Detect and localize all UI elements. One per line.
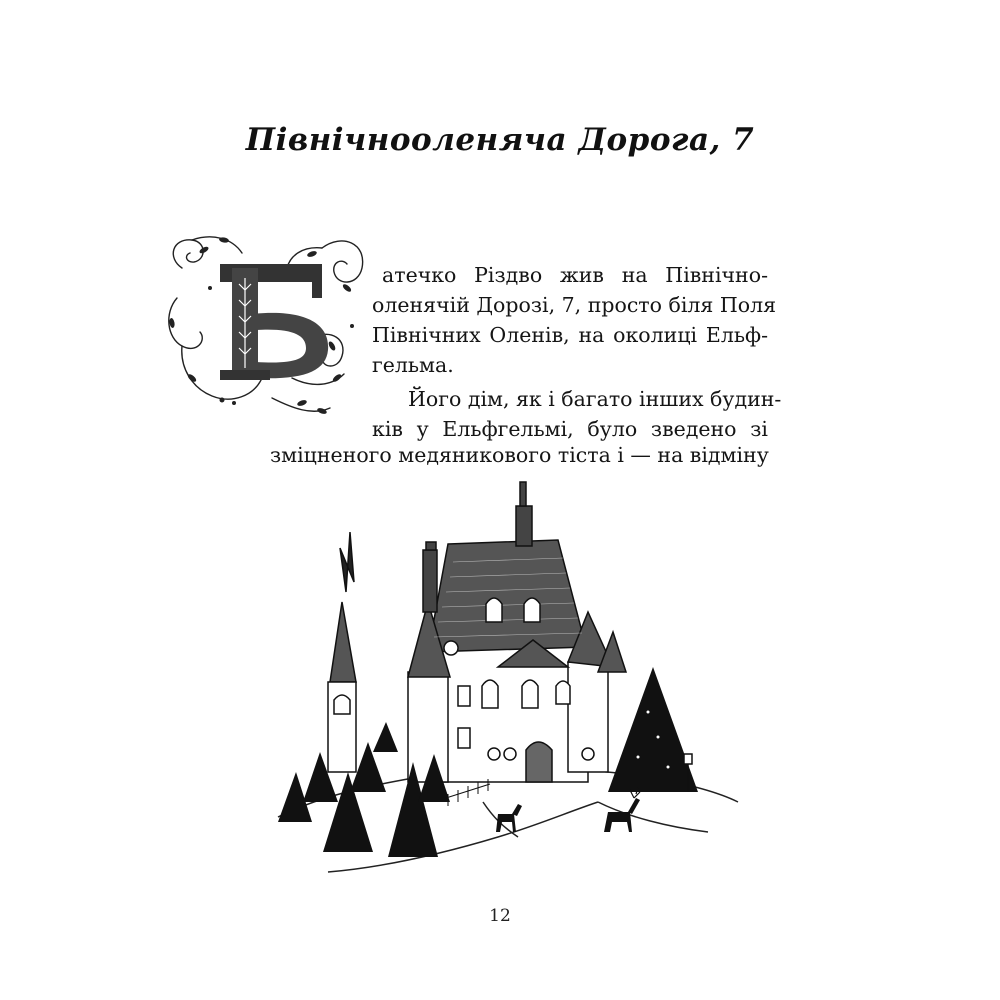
page-number: 12 (489, 906, 511, 926)
chapter-title: Північнооленяча Дорога, 7 (245, 122, 755, 158)
paragraph-line-1: атечко Різдво жив на Північно- (382, 263, 768, 287)
paragraph-line-4: гельма. (372, 353, 454, 377)
paragraph-line-2: оленячій Дорозі, 7, просто біля Поля (372, 293, 777, 317)
house-illustration (268, 472, 748, 892)
paragraph-line-5: Його дім, як і багато інших будин- (408, 387, 782, 411)
ornamental-initial-icon (162, 228, 372, 423)
paragraph-line-3: Північних Оленів, на околиці Ельф- (372, 323, 768, 347)
paragraph-line-6: ків у Ельфгельмі, було зведено зі (372, 417, 768, 441)
drop-cap-ornament (162, 228, 372, 423)
house-on-hill-icon (268, 472, 748, 892)
paragraph-line-7: зміцненого медяникового тіста і — на відміну (270, 443, 769, 467)
